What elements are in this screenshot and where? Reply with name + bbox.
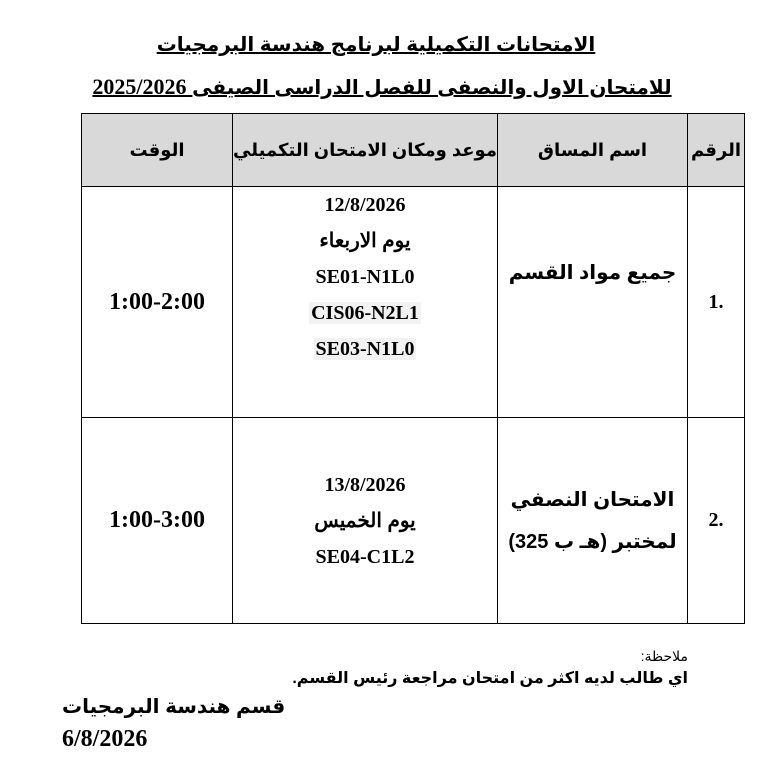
- exam-day: يوم الخميس: [314, 509, 416, 532]
- col-header-time: الوقت: [82, 114, 233, 187]
- note-label: ملاحظة:: [640, 648, 688, 664]
- row-number: 1.: [688, 187, 745, 418]
- document-title: الامتحانات التكميلية لبرنامج هندسة البرمجيات: [156, 34, 596, 56]
- col-header-number: الرقم: [688, 114, 745, 187]
- table-header-row: [82, 114, 745, 187]
- exam-room: SE01-N1L0: [315, 266, 415, 288]
- subject-name: جميع مواد القسم: [498, 187, 688, 418]
- row-number: 2.: [688, 418, 745, 624]
- department-signature: قسم هندسة البرمجيات: [62, 696, 286, 718]
- exam-room-text: CIS06-N2L1: [311, 302, 419, 324]
- document-subtitle: [0, 74, 774, 100]
- exam-schedule-table: [81, 113, 745, 624]
- academic-year: 2025/2026: [92, 74, 187, 99]
- exam-room: [233, 331, 497, 367]
- exam-schedule-cell: [233, 187, 498, 418]
- exam-day: يوم الاربعاء: [319, 230, 411, 252]
- table-row: [82, 187, 745, 418]
- subject-line: لمختبر (هـ ب 325): [508, 530, 677, 553]
- exam-time: 1:00-3:00: [82, 418, 233, 624]
- exam-date: 12/8/2026: [324, 194, 406, 216]
- note-text: اي طالب لديه اكثر من امتحان مراجعة رئيس القسم.: [292, 670, 688, 687]
- table-row: [82, 418, 745, 624]
- exam-time: 1:00-2:00: [82, 187, 233, 418]
- col-header-subject: اسم المساق: [498, 114, 688, 187]
- exam-room-text: SE03-N1L0: [315, 338, 415, 360]
- exam-schedule-cell: [233, 418, 498, 624]
- subject-name: [498, 418, 688, 624]
- subtitle-text: للامتحان الاول والنصفى للفصل الدراسى الصيفى: [192, 77, 672, 99]
- document-date: 6/8/2026: [62, 726, 148, 752]
- exam-room: SE04-C1L2: [315, 545, 415, 568]
- col-header-schedule: موعد ومكان الامتحان التكميلي: [233, 114, 498, 187]
- subject-line: الامتحان النصفي: [510, 488, 675, 511]
- exam-date: 13/8/2026: [324, 473, 406, 496]
- exam-room: [233, 295, 497, 331]
